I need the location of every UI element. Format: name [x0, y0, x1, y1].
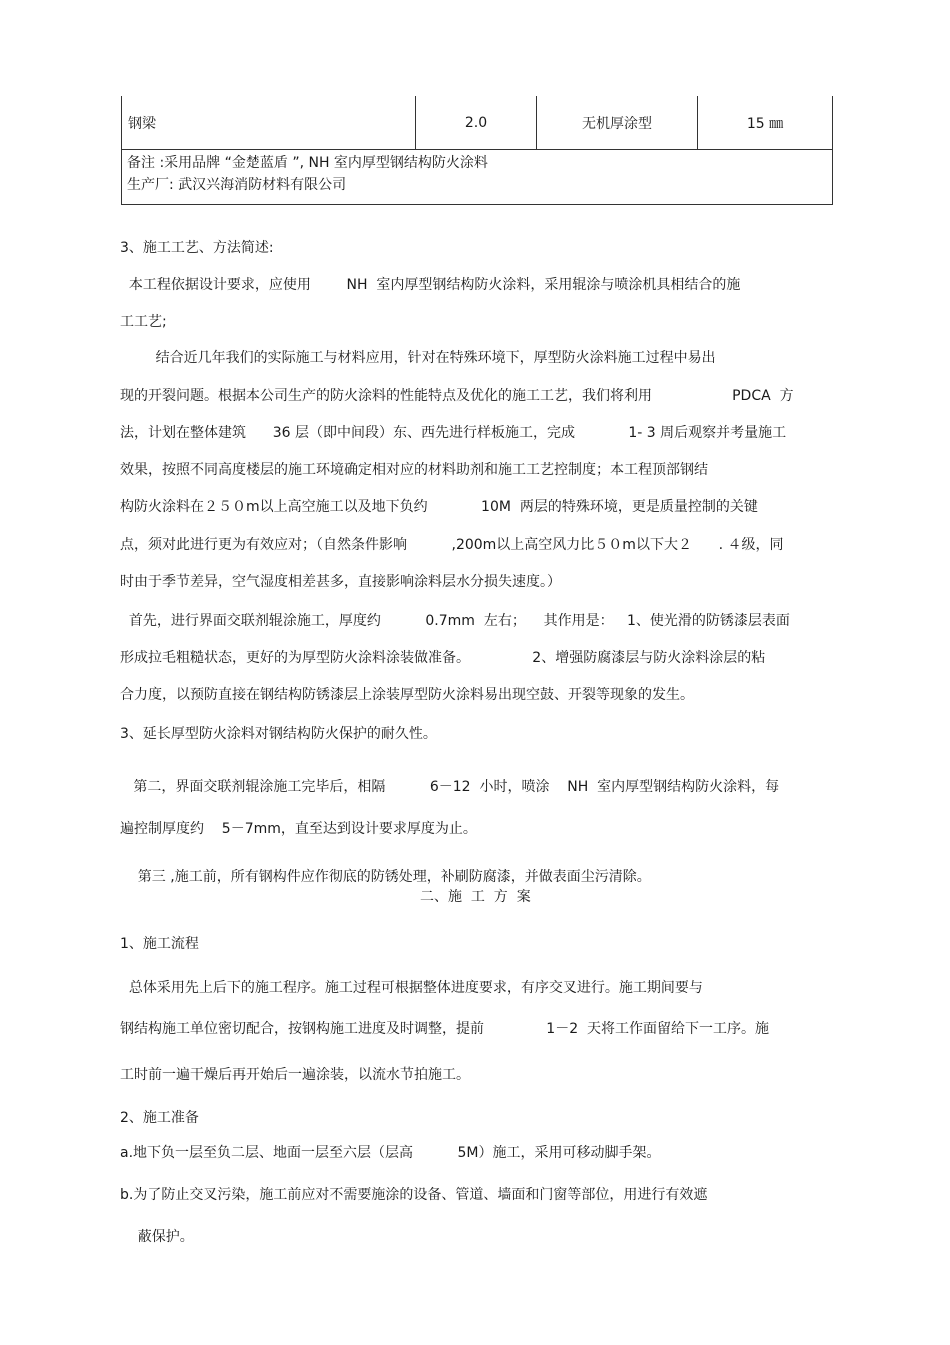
section-heading: 3、施工工艺、方法简述: — [120, 240, 274, 256]
paragraph-line: 工时前一遍干燥后再开始后一遍涂装，以流水节拍施工。 — [120, 1067, 470, 1083]
paragraph-line: 构防火涂料在２５０m以上高空施工以及地下负约 10M 两层的特殊环境，更是质量控制的关键 — [120, 499, 758, 515]
paragraph-line: 效果，按照不同高度楼层的施工环境确定相对应的材料助剂和施工工艺控制度；本工程顶部钢结 — [120, 462, 708, 478]
note-manufacturer: 生产厂: 武汉兴海消防材料有限公司 — [127, 177, 347, 193]
paragraph-line: 工工艺; — [120, 314, 167, 330]
paragraph-line: 法，计划在整体建筑 36 层（即中间段）东、西先进行样板施工，完成 1- 3 周后观察并考量施工 — [120, 425, 787, 441]
paragraph-line: 3、延长厚型防火涂料对钢结构防火保护的耐久性。 — [120, 726, 437, 742]
section-heading: 1、施工流程 — [120, 936, 199, 952]
coating-type-cell: 无机厚涂型 — [537, 96, 698, 150]
coating-spec-table — [121, 96, 833, 205]
chapter-title: 二、施 工 方 案 — [420, 889, 531, 905]
list-item: 蔽保护。 — [120, 1229, 194, 1245]
list-item: b.为了防止交叉污染，施工前应对不需要施涂的设备、管道、墙面和门窗等部位，用进行有效遮 — [120, 1187, 708, 1203]
paragraph-line: 第三 ,施工前，所有钢构件应作彻底的防锈处理，补刷防腐漆，并做表面尘污清除。 — [120, 869, 651, 885]
paragraph-line: 钢结构施工单位密切配合，按钢构施工进度及时调整，提前 1－2 天将工作面留给下一工序。施 — [120, 1021, 770, 1037]
paragraph-line: 遍控制厚度约 5－7mm，直至达到设计要求厚度为止。 — [120, 821, 477, 837]
paragraph-line: 首先，进行界面交联剂辊涂施工，厚度约 0.7mm 左右； 其作用是： 1、使光滑的防锈漆层表面 — [120, 613, 790, 629]
thickness-cell: 15 ㎜ — [698, 96, 833, 150]
paragraph-line: 点，须对此进行更为有效应对；（自然条件影响 ,200m以上高空风力比５０m以下大２ . ４级，同 — [120, 537, 784, 553]
note-cell — [122, 150, 833, 205]
paragraph-line: 形成拉毛粗糙状态，更好的为厚型防火涂料涂装做准备。 2、增强防腐漆层与防火涂料涂层的粘 — [120, 650, 766, 666]
paragraph-line: 第二，界面交联剂辊涂施工完毕后，相隔 6－12 小时，喷涂 NH 室内厚型钢结构防火涂料，每 — [120, 779, 780, 795]
table-note-row — [122, 150, 833, 205]
paragraph-line: 时由于季节差异，空气湿度相差甚多，直接影响涂料层水分损失速度。） — [120, 574, 561, 590]
list-item: a.地下负一层至负二层、地面一层至六层（层高 5M）施工，采用可移动脚手架。 — [120, 1145, 661, 1161]
paragraph-line: 结合近几年我们的实际施工与材料应用，针对在特殊环境下，厚型防火涂料施工过程中易出 — [120, 350, 716, 366]
paragraph-line: 现的开裂问题。根据本公司生产的防火涂料的性能特点及优化的施工工艺，我们将利用 PDCA 方 — [120, 388, 794, 404]
paragraph-line: 合力度，以预防直接在钢结构防锈漆层上涂装厚型防火涂料易出现空鼓、开裂等现象的发生。 — [120, 687, 694, 703]
note-brand: 备注 :采用品牌 “金楚蓝盾 ”, NH 室内厚型钢结构防火涂料 — [127, 155, 488, 171]
table-row — [122, 96, 833, 150]
member-name-cell: 钢梁 — [122, 96, 416, 150]
fire-rating-cell: 2.0 — [416, 96, 537, 150]
paragraph-line: 本工程依据设计要求，应使用 NH 室内厚型钢结构防火涂料，采用辊涂与喷涂机具相结合的施 — [120, 277, 741, 293]
section-heading: 2、施工准备 — [120, 1110, 199, 1126]
paragraph-line: 总体采用先上后下的施工程序。施工过程可根据整体进度要求，有序交叉进行。施工期间要与 — [120, 980, 703, 996]
